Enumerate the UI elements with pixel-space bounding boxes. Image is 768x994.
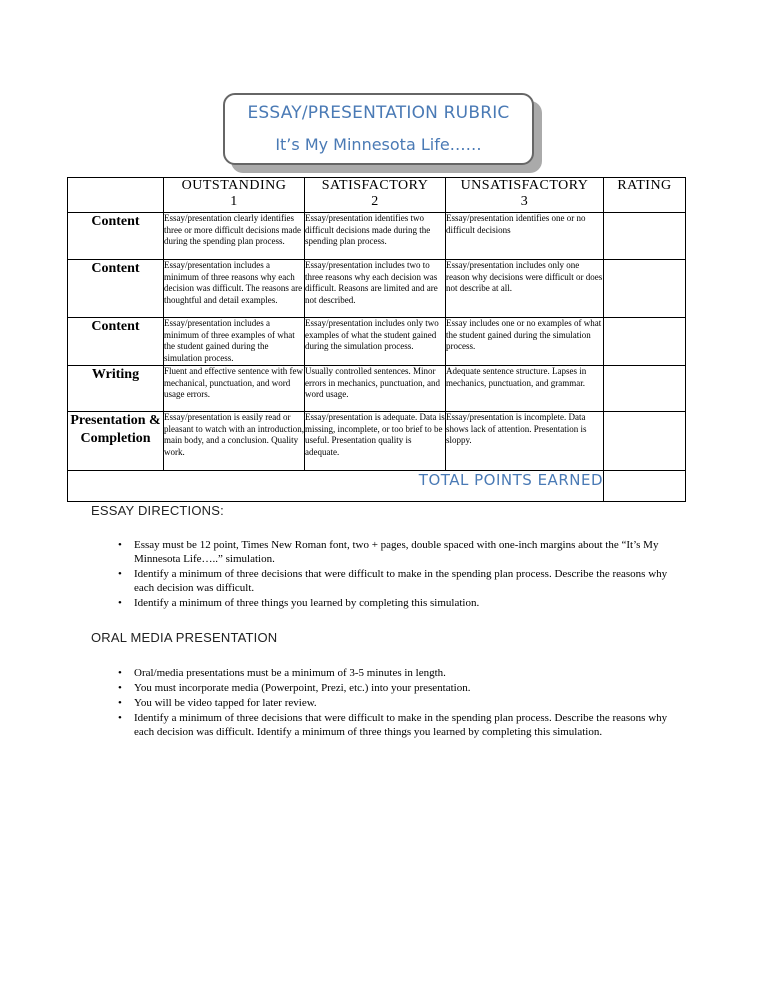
rating-cell[interactable] xyxy=(604,213,686,260)
outstanding-cell: Essay/presentation is easily read or pleasant to watch with an introduction, main body, and a conclusion. Quality work. xyxy=(164,411,305,470)
unsatisfactory-cell: Adequate sentence structure. Lapses in mechanics, punctuation, and grammar. xyxy=(446,365,604,411)
table-row xyxy=(68,213,686,260)
rubric-subtitle: It’s My Minnesota Life…… xyxy=(275,135,482,154)
header-outstanding xyxy=(164,178,305,213)
rating-cell[interactable] xyxy=(604,260,686,318)
header-satisfactory-label: SATISFACTORY xyxy=(321,178,429,193)
list-item: • Identify a minimum of three things you learned by completing this simulation. xyxy=(118,597,480,609)
table-row xyxy=(68,411,686,470)
bullet-icon: • xyxy=(118,712,122,724)
outstanding-cell: Fluent and effective sentence with few mechanical, punctuation, and word usage errors. xyxy=(164,365,305,411)
satisfactory-cell: Essay/presentation identifies two difficult decisions made during the spending plan process. xyxy=(305,213,446,260)
rubric-title: ESSAY/PRESENTATION RUBRIC xyxy=(247,103,510,123)
header-satisfactory-num: 2 xyxy=(371,194,379,209)
bullet-icon: • xyxy=(118,682,122,694)
unsatisfactory-cell: Essay/presentation is incomplete. Data shows lack of attention. Presentation is sloppy. xyxy=(446,411,604,470)
unsatisfactory-cell: Essay/presentation includes only one reason why decisions were difficult or does not describe at all. xyxy=(446,260,604,318)
table-row xyxy=(68,318,686,366)
header-unsatisfactory-num: 3 xyxy=(520,194,529,209)
list-item: • Identify a minimum of three decisions that were difficult to make in the spending plan process. Describe the reasons why each decision was difficult. xyxy=(118,568,668,594)
header-unsatisfactory xyxy=(446,178,604,213)
rating-cell[interactable] xyxy=(604,411,686,470)
total-row xyxy=(68,470,686,501)
outstanding-cell: Essay/presentation includes a minimum of three examples of what the student gained during the simulation process. xyxy=(164,318,305,366)
oral-presentation-list xyxy=(114,666,684,740)
header-outstanding-num: 1 xyxy=(230,194,238,209)
satisfactory-cell: Essay/presentation includes two to three reasons why each decision was difficult. Reasons are limited and are not described. xyxy=(305,260,446,318)
total-points-cell[interactable] xyxy=(604,470,686,501)
bullet-icon: • xyxy=(118,667,122,679)
bullet-icon: • xyxy=(118,597,122,609)
header-rating xyxy=(604,178,686,213)
unsatisfactory-cell: Essay includes one or no examples of what the student gained during the simulation process. xyxy=(446,318,604,366)
satisfactory-cell: Usually controlled sentences. Minor errors in mechanics, punctuation, and word usage. xyxy=(305,365,446,411)
outstanding-cell: Essay/presentation clearly identifies three or more difficult decisions made during the spending plan process. xyxy=(164,213,305,260)
rubric-title-box xyxy=(223,93,534,165)
essay-directions-list xyxy=(114,538,684,611)
total-points-label: TOTAL POINTS EARNED xyxy=(68,470,604,501)
rubric-table xyxy=(67,177,686,502)
header-unsatisfactory-label: UNSATISFACTORY xyxy=(460,178,589,193)
oral-presentation-heading: ORAL MEDIA PRESENTATION xyxy=(91,630,278,645)
header-blank-cell xyxy=(68,178,164,213)
table-row xyxy=(68,365,686,411)
unsatisfactory-cell: Essay/presentation identifies one or no difficult decisions xyxy=(446,213,604,260)
row-label: Presentation & Completion xyxy=(68,411,164,470)
list-item: • Essay must be 12 point, Times New Roman font, two + pages, double spaced with one-inch margins about the “It’s My Minnesota Life…..” simulation. xyxy=(118,539,659,565)
row-label: Content xyxy=(68,213,164,260)
row-label: Content xyxy=(68,260,164,318)
table-row xyxy=(68,260,686,318)
bullet-icon: • xyxy=(118,568,122,580)
row-label: Content xyxy=(68,318,164,366)
bullet-icon: • xyxy=(118,539,122,551)
row-label: Writing xyxy=(68,365,164,411)
bullet-icon: • xyxy=(118,697,122,709)
list-item: • Identify a minimum of three decisions that were difficult to make in the spending plan process. Describe the reasons why each decision was difficult. Identify a minimum of three things you learned by completing this simulation. xyxy=(118,712,668,738)
satisfactory-cell: Essay/presentation includes only two examples of what the student gained during the simulation process. xyxy=(305,318,446,366)
header-outstanding-label: OUTSTANDING xyxy=(181,178,287,193)
list-item: • You will be video tapped for later review. xyxy=(118,697,317,709)
satisfactory-cell: Essay/presentation is adequate. Data is missing, incomplete, or too brief to be useful. Presentation quality is adequate. xyxy=(305,411,446,470)
outstanding-cell: Essay/presentation includes a minimum of three reasons why each decision was difficult. The reasons are thoughtful and detail examples. xyxy=(164,260,305,318)
header-satisfactory xyxy=(305,178,446,213)
rating-cell[interactable] xyxy=(604,365,686,411)
list-item: • Oral/media presentations must be a minimum of 3-5 minutes in length. xyxy=(118,667,446,679)
essay-directions-heading: ESSAY DIRECTIONS: xyxy=(91,503,224,518)
rating-cell[interactable] xyxy=(604,318,686,366)
list-item: • You must incorporate media (Powerpoint, Prezi, etc.) into your presentation. xyxy=(118,682,471,694)
rubric-header-row xyxy=(68,178,686,213)
header-rating-label: RATING xyxy=(617,178,672,193)
